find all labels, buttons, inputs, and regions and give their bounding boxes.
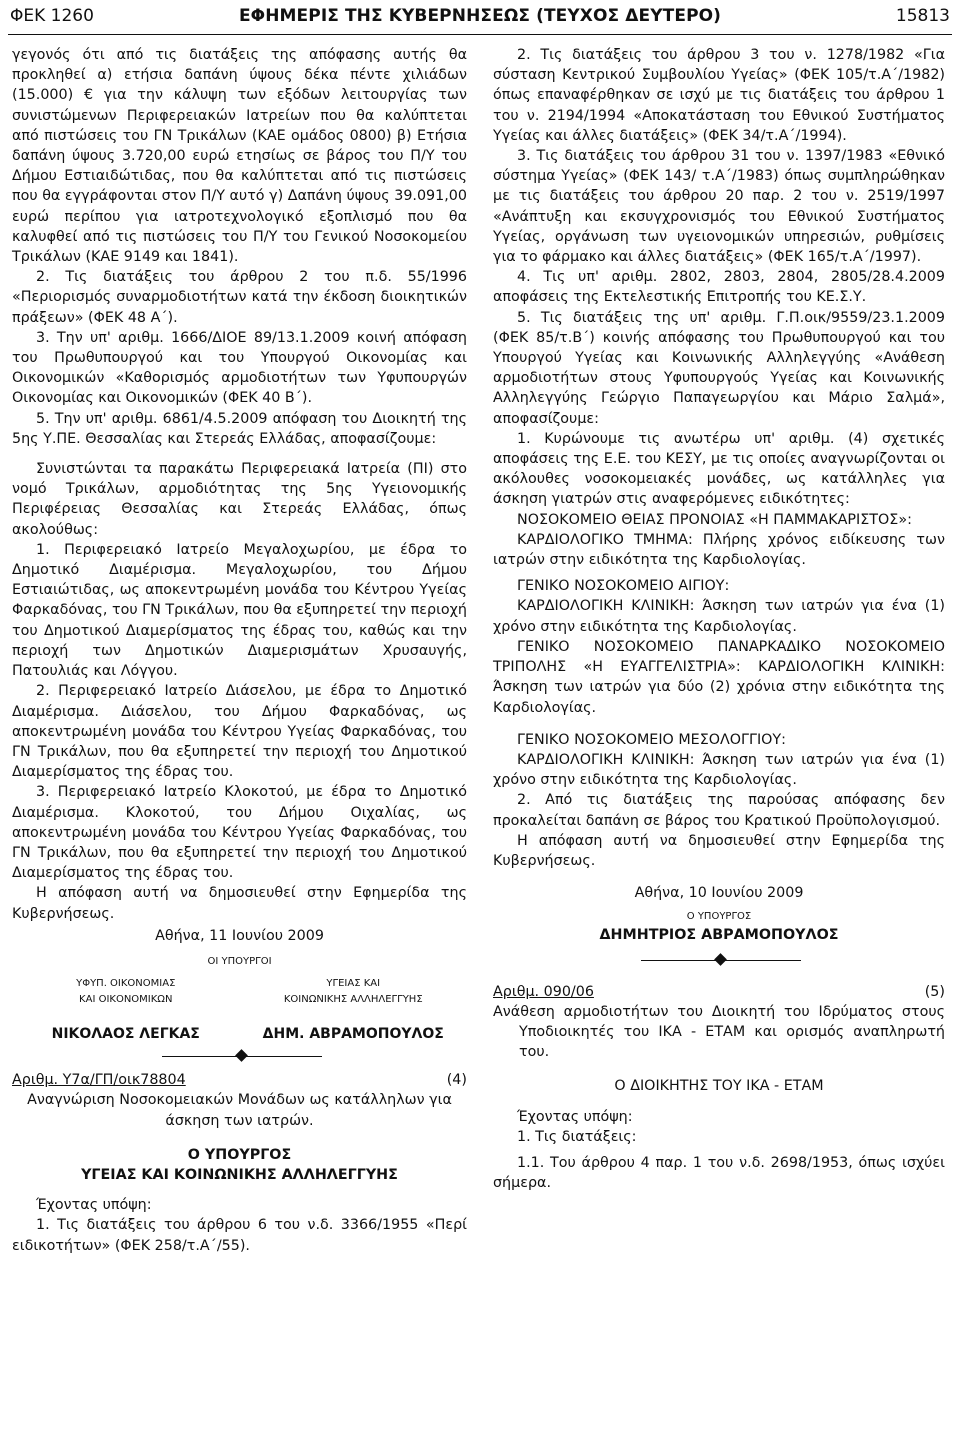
minister-label-right: Ο ΥΠΟΥΡΓΟΣ — [686, 911, 752, 923]
signatories-block — [12, 976, 467, 1008]
gazette-title: ΕΦΗΜΕΡΙΣ ΤΗΣ ΚΥΒΕΡΝΗΣΕΩΣ (ΤΕΥΧΟΣ ΔΕΥΤΕΡΟ) — [238, 6, 722, 26]
hospital-2-detail: ΚΑΡΔΙΟΛΟΓΙΚΗ ΚΛΙΝΙΚΗ: Άσκηση των ιατρών για ένα (1) χρόνο στην ειδικότητα της Καρδιολογίας. — [493, 598, 945, 635]
signatory-left-title: ΥΦΥΠ. ΟΙΚΟΝΟΜΙΑΣ — [76, 977, 176, 989]
regard-item-2-right: 2. Τις διατάξεις του άρθρου 3 του ν. 1278/1982 «Για σύσταση Κεντρικού Συμβουλίου Υγείας» (ΦΕΚ 105/τ.Α΄/1982) όπως επαναφέρθηκαν σε ισχύ με τις διατάξεις του άρθρου 1 του ν. 2194/1994 «Αποκατάσταση του Εθνικού Συστήματος Υγείας και άλλες διατάξεις» (ΦΕΚ 34/τ.Α΄/1994). — [493, 47, 945, 144]
separator-diamond — [235, 1049, 248, 1062]
minister-name-right: ΔΗΜΗΤΡΙΟΣ ΑΒΡΑΜΟΠΟΥΛΟΣ — [599, 927, 839, 944]
clinic-item-1: 1. Περιφερειακό Ιατρείο Μεγαλοχωρίου, με έδρα το Δημοτικό Διαμέρισμα. Μεγαλοχωρίου, του Δήμου Εστιαιώτιδας, ως αποκεντρωμένη μονάδα του Κέντρου Υγείας Φαρκαδόνας, του ΓΝ Τρικάλων, που θα εξυπηρετεί την περιοχή του Δημοτικού Διαμερίσματος της έδρας του, καθώς και την περιοχή των Δημοτικών Διαμερισμάτων Χρυσαυγής, Πατουλιάς και Λόγγου. — [12, 541, 467, 680]
decision-5-item-1-1: 1.1. Του άρθρου 4 παρ. 1 του ν.δ. 2698/1953, όπως ισχύει σήμερα. — [493, 1154, 945, 1192]
signatory-left — [12, 976, 240, 1008]
separator-diamond-right — [714, 953, 727, 966]
publish-statement: Η απόφαση αυτή να δημοσιευθεί στην Εφημερίδα της Κυβερνήσεως. — [12, 885, 467, 922]
signatory-right-title-2: ΚΟΙΝΩΝΙΚΗΣ ΑΛΛΗΛΕΓΓΥΗΣ — [283, 993, 423, 1005]
regard-item-5: 5. Την υπ' αριθμ. 6861/4.5.2009 απόφαση του Διοικητή της 5ης Υ.ΠΕ. Θεσσαλίας και Στερεάς Ελλάδας, αποφασίζουμε: — [12, 410, 467, 447]
hospital-3: ΓΕΝΙΚΟ ΝΟΣΟΚΟΜΕΙΟ ΠΑΝΑΡΚΑΔΙΚΟ ΝΟΣΟΚΟΜΕΙΟ ΤΡΙΠΟΛΗΣ «Η ΕΥΑΓΓΕΛΙΣΤΡΙΑ»: ΚΑΡΔΙΟΛΟΓΙΚΗ ΚΛΙΝΙΚΗ: Άσκηση των ιατρών για δύο (2) χρόνια στην ειδικότητα της Καρδιολογίας. — [493, 638, 945, 716]
decision-4-index: (4) — [446, 1072, 467, 1089]
ministers-label: ΟΙ ΥΠΟΥΡΓΟΙ — [207, 955, 272, 967]
hospital-4-name: ΓΕΝΙΚΟ ΝΟΣΟΚΟΜΕΙΟ ΜΕΣΟΛΟΓΓΙΟΥ: — [517, 731, 786, 748]
section-separator — [12, 1048, 467, 1064]
decision-5-item-1: 1. Τις διατάξεις: — [517, 1128, 637, 1145]
decision-5-index: (5) — [924, 983, 945, 1000]
clinic-item-3: 3. Περιφερειακό Ιατρείο Κλοκοτού, με έδρα το Δημοτικό Διαμέρισμα. Κλοκοτού, του Δήμου Οιχαλίας, ως αποκεντρωμένη μονάδα του Κέντρου Υγείας Φαρκαδόνας, του ΓΝ Τρικάλων, που θα εξυπηρετεί την περιοχή του Δημοτικού Διαμερίσματος της έδρας του. — [12, 784, 467, 882]
having-regard-label-right: Έχοντας υπόψη: — [517, 1108, 633, 1125]
hospital-1-name: ΝΟΣΟΚΟΜΕΙΟ ΘΕΙΑΣ ΠΡΟΝΟΙΑΣ «Η ΠΑΜΜΑΚΑΡΙΣΤΟΣ»: — [517, 511, 912, 528]
regard-item-4-right: 4. Τις υπ' αριθμ. 2802, 2803, 2804, 2805/28.4.2009 αποφάσεις της Εκτελεστικής Επιτροπής του ΚΕ.Σ.Υ. — [493, 269, 945, 306]
having-regard-label: Έχοντας υπόψη: — [36, 1197, 152, 1214]
hospital-4-detail: ΚΑΡΔΙΟΛΟΓΙΚΗ ΚΛΙΝΙΚΗ: Άσκηση των ιατρών για ένα (1) χρόνο στην ειδικότητα της Καρδιολογίας. — [493, 751, 945, 789]
decision-4-header — [12, 1070, 467, 1090]
signing-date-right: Αθήνα, 10 Ιουνίου 2009 — [634, 885, 804, 902]
page-number: 15813 — [895, 6, 950, 26]
decision-5-title: Ανάθεση αρμοδιοτήτων του Διοικητή του Ιδρύματος στους Υποδιοικητές του ΙΚΑ - ΕΤΑΜ και ορισμός αναπληρωτή του. — [493, 1003, 945, 1061]
decision-4-number: Αριθμ. Υ7α/ΓΠ/οικ78804 — [12, 1072, 186, 1089]
signatory-right — [240, 976, 468, 1008]
publish-statement-right: Η απόφαση αυτή να δημοσιευθεί στην Εφημερίδα της Κυβερνήσεως. — [493, 832, 945, 869]
right-column — [493, 45, 945, 1193]
left-column — [12, 45, 467, 1256]
decision-paragraph: Συνιστώνται τα παρακάτω Περιφερειακά Ιατρεία (ΠΙ) στο νομό Τρικάλων, αρμοδιότητας της 5ης Υγειονομικής Περιφέρειας Θεσσαλίας και Στερεάς Ελλάδας, όπως ακολούθως: — [12, 461, 467, 538]
ministry-heading: ΥΓΕΙΑΣ ΚΑΙ ΚΟΙΝΩΝΙΚΗΣ ΑΛΛΗΛΕΓΓΥΗΣ — [81, 1166, 398, 1183]
regard-item-5-right: 5. Τις διατάξεις της υπ' αριθμ. Γ.Π.οικ/9559/23.1.2009 (ΦΕΚ 85/τ.Β΄) κοινής απόφασης του Πρωθυπουργού και του Υπουργού Υγείας και Κοινωνικής Αλληλεγγύης «Ανάθεση αρμοδιοτήτων στους Υφυπουργούς Υγείας και Κοινωνικής Αλληλεγγύης Γεώργιο Παπαγεωργίου και Μάριο Σαλμά», αποφασίζουμε: — [493, 309, 945, 427]
regard-item-3: 3. Την υπ' αριθμ. 1666/ΔΙΟΕ 89/13.1.2009 κοινή απόφαση του Πρωθυπουργού και του Υπουργού Οικονομίας και Οικονομικών «Καθορισμός αρμοδιοτήτων των Υφυπουργών Οικονομίας και Οικονομικών (ΦΕΚ 40 Β΄). — [12, 329, 467, 407]
minister-heading: Ο ΥΠΟΥΡΓΟΣ — [187, 1146, 292, 1163]
regard-item-2: 2. Τις διατάξεις του άρθρου 2 του π.δ. 55/1996 «Περιορισμός συναρμοδιοτήτων κατά την έκδοση διοικητικών πράξεων» (ΦΕΚ 48 Α΄). — [12, 269, 467, 326]
section-separator-right — [493, 952, 945, 968]
page-header — [0, 0, 960, 34]
decision-5-number: Αριθμ. 090/06 — [493, 983, 594, 1000]
hospital-2-name: ΓΕΝΙΚΟ ΝΟΣΟΚΟΜΕΙΟ ΑΙΓΙΟΥ: — [517, 578, 730, 595]
signing-date: Αθήνα, 11 Ιουνίου 2009 — [155, 927, 324, 944]
recognition-paragraph: 1. Κυρώνουμε τις ανωτέρω υπ' αριθμ. (4) σχετικές αποφάσεις της Ε.Ε. του ΚΕΣΥ, με τις οποίες αναγνωρίζονται οι ακόλουθες νοσοκομειακές μονάδες, ως κατάλληλες για άσκηση γιατρών στις αναφερόμενες ειδικότητες: — [493, 430, 945, 508]
decision-5-header — [493, 982, 945, 1002]
header-rule — [8, 34, 952, 35]
intro-paragraph: γεγονός ότι από τις διατάξεις της απόφασης αυτής θα προκληθεί α) ετήσια δαπάνη ύψους δέκα πέντε χιλιάδων (15.000) € για την κάλυψη των εξόδων λειτουργίας των συνιστώμενων Περιφερειακών Ιατρείων που θα καλύπτεται από πιστώσεις του ΓΝ Τρικάλων (ΚΑΕ ομάδος 0800) β) Ετήσια δαπάνη ύψους 3.720,00 ευρώ ετησίως σε βάρος του Π/Υ του Δήμου Εστιαιδώτιδας, που θα καλύπτεται από τις πιστώσεις που θα εγγράφονται στον Π/Υ αυτό γ) Δαπάνη ύψους 39.091,00 ευρώ περίπου για ιατροτεχνολογικό εξοπλισμό που θα καλυφθεί από τις πιστώσεις του Π/Υ του Γενικού Νοσοκομείου Τρικάλων (ΚΑΕ 9149 και 1841). — [12, 47, 467, 266]
signatory-right-name: ΔΗΜ. ΑΒΡΑΜΟΠΟΥΛΟΣ — [262, 1025, 444, 1042]
director-heading: Ο ΔΙΟΙΚΗΤΗΣ ΤΟΥ ΙΚΑ - ΕΤΑΜ — [614, 1078, 824, 1095]
signatory-left-name: ΝΙΚΟΛΑΟΣ ΛΕΓΚΑΣ — [51, 1025, 200, 1042]
clinic-item-2: 2. Περιφερειακό Ιατρείο Διάσελου, με έδρα το Δημοτικό Διαμέρισμα. Διάσελου, του Δήμου Φαρκαδόνας, ως αποκεντρωμένη μονάδα του Κέντρου Υγείας Φαρκαδόνας, του ΓΝ Τρικάλων, που θα εξυπηρετεί την περιοχή του Δημοτικού Διαμερίσματος της έδρας του. — [12, 683, 467, 781]
signatory-right-title: ΥΓΕΙΑΣ ΚΑΙ — [326, 977, 381, 989]
no-expense-item: 2. Από τις διατάξεις της παρούσας απόφασης δεν προκαλείται δαπάνη σε βάρος του Κρατικού Προϋπολογισμού. — [493, 792, 945, 829]
gazette-issue-number: ΦΕΚ 1260 — [10, 6, 94, 26]
signatory-names — [12, 1024, 467, 1044]
hospital-1-detail: ΚΑΡΔΙΟΛΟΓΙΚΟ ΤΜΗΜΑ: Πλήρης χρόνος ειδίκευσης των ιατρών στην ειδικότητα της Καρδιολογίας. — [493, 531, 945, 569]
regard-item-3-right: 3. Τις διατάξεις του άρθρου 31 του ν. 1397/1983 «Εθνικό σύστημα Υγείας» (ΦΕΚ 143/ τ.Α΄/1983) όπως συμπληρώθηκαν με τις διατάξεις του άρθρου 20 παρ. 2 του ν. 2519/1997 «Ανάπτυξη και εκσυγχρονισμός του Εθνικού Συστήματος Υγείας, οργάνωση των υγειονομικών υπηρεσιών, ρυθμίσεις για το φάρμακο και άλλες διατάξεις» (ΦΕΚ 165/τ.Α΄/1997). — [493, 148, 945, 266]
decision-4-title: Αναγνώριση Νοσοκομειακών Μονάδων ως κατάλληλων για άσκηση των ιατρών. — [27, 1092, 452, 1129]
signatory-left-title-2: ΚΑΙ ΟΙΚΟΝΟΜΙΚΩΝ — [79, 993, 173, 1005]
decision-4-item-1: 1. Τις διατάξεις του άρθρου 6 του ν.δ. 3366/1955 «Περί ειδικοτήτων» (ΦΕΚ 258/τ.Α΄/55). — [12, 1217, 467, 1254]
